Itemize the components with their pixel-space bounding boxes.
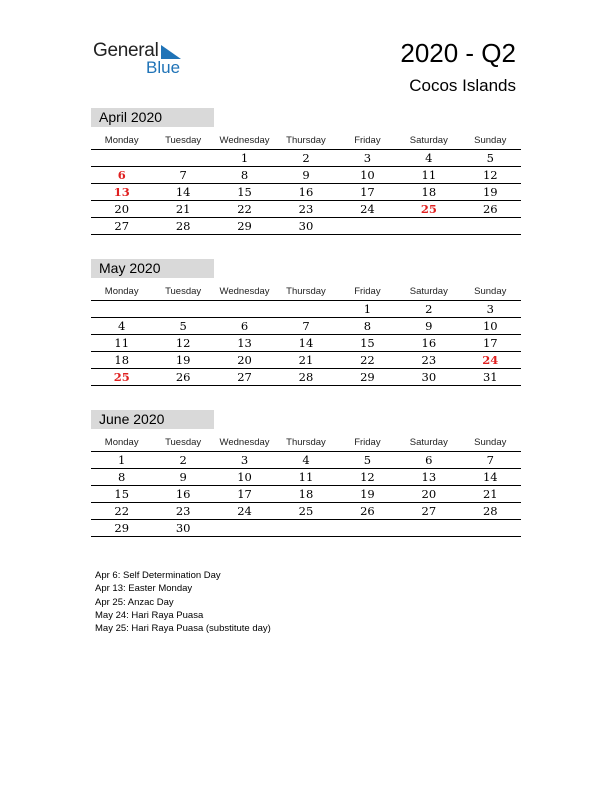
day-cell: 24 [214,503,275,520]
day-cell: 3 [214,452,275,469]
day-cell: 2 [398,301,459,318]
day-cell [275,520,336,537]
logo-triangle-icon [161,45,181,59]
day-cell: 16 [398,335,459,352]
day-cell: 9 [275,167,336,184]
day-cell: 16 [275,184,336,201]
weekday-header: Monday [91,131,152,150]
day-cell: 16 [152,486,213,503]
weekday-header-row [91,282,521,301]
weekday-header: Tuesday [152,433,213,452]
day-cell: 29 [214,218,275,235]
day-cell [398,218,459,235]
day-cell: 24 [460,352,521,369]
logo-word-blue: Blue [146,58,181,77]
weekday-header: Sunday [460,282,521,301]
day-cell [214,301,275,318]
day-cell: 24 [337,201,398,218]
day-cell: 11 [398,167,459,184]
day-cell: 10 [460,318,521,335]
weekday-header-row [91,433,521,452]
week-row [91,167,521,184]
day-cell: 17 [337,184,398,201]
day-cell: 22 [337,352,398,369]
weekday-header: Monday [91,282,152,301]
holiday-entry: Apr 6: Self Determination Day [95,570,221,581]
day-cell: 8 [91,469,152,486]
day-cell: 27 [91,218,152,235]
day-cell: 12 [152,335,213,352]
month-block-april [91,108,521,235]
day-cell: 22 [91,503,152,520]
day-cell [214,520,275,537]
week-row [91,318,521,335]
weekday-header: Friday [337,282,398,301]
weekday-header: Wednesday [214,433,275,452]
weekday-header-row [91,131,521,150]
day-cell: 7 [275,318,336,335]
calendar-table [91,282,521,386]
day-cell: 3 [460,301,521,318]
day-cell: 13 [398,469,459,486]
day-cell: 20 [398,486,459,503]
day-cell: 9 [152,469,213,486]
day-cell: 28 [275,369,336,386]
weekday-header: Friday [337,433,398,452]
day-cell: 20 [214,352,275,369]
weekday-header: Wednesday [214,282,275,301]
week-row [91,369,521,386]
week-row [91,352,521,369]
day-cell: 21 [275,352,336,369]
day-cell: 17 [214,486,275,503]
day-cell: 3 [337,150,398,167]
day-cell: 28 [152,218,213,235]
week-row [91,201,521,218]
day-cell: 29 [337,369,398,386]
month-block-may [91,259,521,386]
day-cell: 12 [460,167,521,184]
weekday-header: Thursday [275,131,336,150]
day-cell: 7 [152,167,213,184]
day-cell: 5 [337,452,398,469]
day-cell: 12 [337,469,398,486]
day-cell: 1 [91,452,152,469]
day-cell: 14 [460,469,521,486]
day-cell: 7 [460,452,521,469]
week-row [91,150,521,167]
week-row [91,452,521,469]
day-cell: 6 [214,318,275,335]
day-cell: 19 [337,486,398,503]
week-row [91,218,521,235]
day-cell: 5 [152,318,213,335]
day-cell: 30 [398,369,459,386]
day-cell: 25 [275,503,336,520]
week-row [91,503,521,520]
calendar-table [91,433,521,537]
day-cell: 14 [275,335,336,352]
day-cell: 29 [91,520,152,537]
weekday-header: Wednesday [214,131,275,150]
day-cell [460,520,521,537]
week-row [91,486,521,503]
week-row [91,335,521,352]
day-cell: 18 [275,486,336,503]
day-cell: 28 [460,503,521,520]
day-cell: 15 [214,184,275,201]
page-subtitle: Cocos Islands [409,76,516,95]
day-cell: 19 [460,184,521,201]
weekday-header: Saturday [398,433,459,452]
logo-word-general: General [93,40,159,61]
day-cell [275,301,336,318]
day-cell: 1 [214,150,275,167]
day-cell: 25 [398,201,459,218]
day-cell: 9 [398,318,459,335]
day-cell: 10 [337,167,398,184]
holiday-entry: Apr 13: Easter Monday [95,583,193,595]
day-cell: 1 [337,301,398,318]
month-label: May 2020 [91,259,214,278]
day-cell: 30 [152,520,213,537]
weekday-header: Friday [337,131,398,150]
holiday-entry: Apr 25: Anzac Day [95,596,174,608]
day-cell: 27 [398,503,459,520]
day-cell: 11 [275,469,336,486]
day-cell: 18 [91,352,152,369]
holiday-list [95,569,271,635]
month-label: April 2020 [91,108,214,127]
day-cell: 20 [91,201,152,218]
day-cell: 10 [214,469,275,486]
day-cell: 15 [337,335,398,352]
calendar-table [91,131,521,235]
day-cell: 8 [214,167,275,184]
month-label: June 2020 [91,410,214,429]
week-row [91,184,521,201]
day-cell: 23 [398,352,459,369]
weekday-header: Saturday [398,131,459,150]
day-cell: 13 [91,184,152,201]
day-cell: 2 [152,452,213,469]
day-cell: 4 [91,318,152,335]
day-cell: 18 [398,184,459,201]
weekday-header: Thursday [275,282,336,301]
week-row [91,469,521,486]
weekday-header: Tuesday [152,282,213,301]
weekday-header: Sunday [460,131,521,150]
week-row [91,520,521,537]
day-cell: 25 [91,369,152,386]
weekday-header: Saturday [398,282,459,301]
day-cell [337,218,398,235]
day-cell: 6 [91,167,152,184]
day-cell: 8 [337,318,398,335]
day-cell [91,150,152,167]
week-row [91,301,521,318]
day-cell: 23 [152,503,213,520]
day-cell: 19 [152,352,213,369]
day-cell: 22 [214,201,275,218]
page-title: 2020 - Q2 [400,38,516,68]
generalblue-logo [93,40,193,80]
day-cell: 4 [275,452,336,469]
weekday-header: Tuesday [152,131,213,150]
day-cell: 17 [460,335,521,352]
day-cell: 21 [152,201,213,218]
day-cell: 27 [214,369,275,386]
day-cell: 6 [398,452,459,469]
day-cell [337,520,398,537]
day-cell: 30 [275,218,336,235]
day-cell: 14 [152,184,213,201]
day-cell: 5 [460,150,521,167]
day-cell: 23 [275,201,336,218]
month-block-june [91,410,521,537]
day-cell: 26 [460,201,521,218]
day-cell: 31 [460,369,521,386]
day-cell: 26 [152,369,213,386]
holiday-entry: May 25: Hari Raya Puasa (substitute day) [95,623,271,635]
day-cell [398,520,459,537]
weekday-header: Thursday [275,433,336,452]
day-cell: 15 [91,486,152,503]
holiday-entry: May 24: Hari Raya Puasa [95,609,204,621]
day-cell: 11 [91,335,152,352]
day-cell [152,150,213,167]
day-cell [460,218,521,235]
day-cell: 4 [398,150,459,167]
day-cell [152,301,213,318]
day-cell: 21 [460,486,521,503]
weekday-header: Monday [91,433,152,452]
day-cell [91,301,152,318]
day-cell: 2 [275,150,336,167]
day-cell: 13 [214,335,275,352]
weekday-header: Sunday [460,433,521,452]
day-cell: 26 [337,503,398,520]
